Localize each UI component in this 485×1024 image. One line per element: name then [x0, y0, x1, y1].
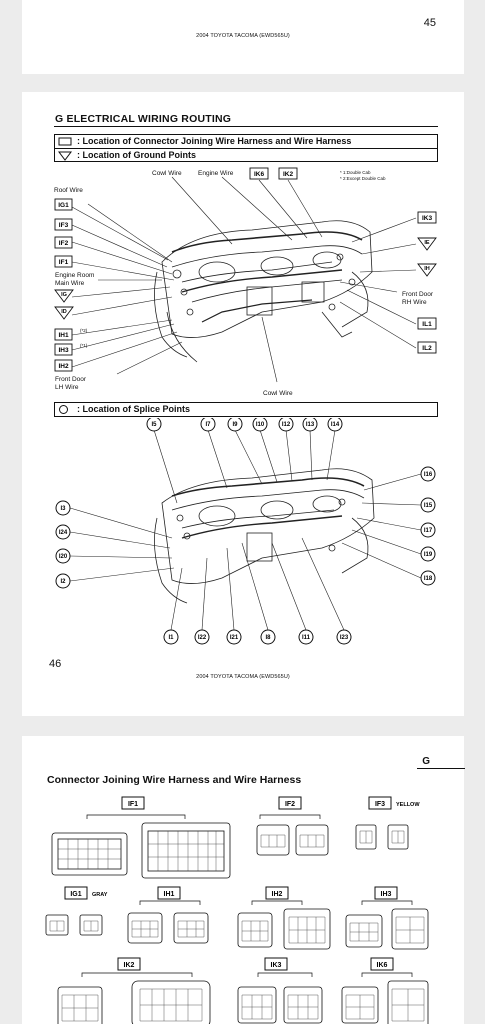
- connector-page-title: Connector Joining Wire Harness and Wire Harness: [47, 774, 302, 786]
- splice-I3: I3: [60, 506, 66, 512]
- label-IH2: IH2: [271, 891, 283, 898]
- legend-connector-text: : Location of Connector Joining Wire Harness and Wire Harness: [77, 136, 352, 146]
- rectangle-icon: [58, 137, 72, 146]
- splice-I22: I22: [197, 635, 207, 641]
- wire-labels: [54, 170, 434, 397]
- top-connector-boxes: [250, 168, 297, 179]
- connector-IL2: IL2: [422, 345, 432, 352]
- splice-I1: I1: [168, 635, 174, 641]
- front-door-lh-label-1: Front Door: [55, 376, 87, 383]
- page-footer: 2004 TOYOTA TACOMA (EWD565U): [196, 674, 290, 680]
- page-footer: 2004 TOYOTA TACOMA (EWD565U): [196, 33, 290, 39]
- dashboard-drawing: [154, 221, 372, 362]
- ground-IE: IE: [424, 240, 430, 246]
- connector-views: [22, 791, 464, 1024]
- legend-ground-row: [55, 148, 437, 161]
- connector-bodies: [46, 823, 428, 1024]
- splice-I16: I16: [423, 472, 433, 478]
- label-IH1: IH1: [163, 891, 175, 898]
- label-IK2: IK2: [123, 962, 135, 969]
- splice-I17: I17: [423, 528, 433, 534]
- splice-points-diagram: [22, 418, 464, 654]
- splice-I11: I11: [301, 635, 311, 641]
- cowl-wire-bottom-label: Cowl Wire: [263, 390, 293, 397]
- page-number: 45: [423, 17, 436, 29]
- engine-room-label-1: Engine Room: [55, 272, 95, 279]
- title-rule: [54, 126, 438, 127]
- connector-IH1: IH1: [58, 332, 69, 339]
- label-IG1: IG1: [70, 891, 82, 898]
- ground-ID: ID: [61, 309, 67, 315]
- connector-IF2: IF2: [58, 240, 69, 247]
- connector-IK2: IK2: [282, 171, 294, 178]
- left-ground-points: [55, 290, 73, 319]
- wiring-routing-diagram: [22, 162, 464, 402]
- front-door-lh-label-2: LH Wire: [55, 384, 79, 391]
- color-note-IF3: YELLOW: [396, 802, 420, 808]
- splice-I5: I5: [151, 422, 157, 428]
- left-connector-boxes: [55, 199, 72, 267]
- lower-connector-notes: [80, 328, 88, 348]
- note-IH1: (*2): [80, 328, 88, 333]
- splice-I14: I14: [330, 422, 340, 428]
- section-rule: [417, 768, 465, 769]
- document-page-46: [22, 92, 464, 716]
- label-IH3: IH3: [380, 891, 392, 898]
- legend-splice-text: : Location of Splice Points: [77, 404, 191, 414]
- connector-IG1: IG1: [58, 202, 69, 209]
- splice-leader-lines: [70, 430, 421, 630]
- section-title: G ELECTRICAL WIRING ROUTING: [55, 113, 232, 125]
- section-letter: G: [422, 756, 430, 767]
- right-ground-points: [418, 238, 436, 276]
- connector-IK6: IK6: [253, 171, 265, 178]
- connector-IK3: IK3: [421, 215, 433, 222]
- legend-connector-row: [55, 135, 437, 148]
- roof-wire-label: Roof Wire: [54, 187, 83, 194]
- front-door-rh-label-1: Front Door: [402, 291, 434, 298]
- engine-wire-label: Engine Wire: [198, 170, 234, 177]
- legend-ground-text: : Location of Ground Points: [77, 150, 196, 160]
- splice-I2: I2: [60, 579, 66, 585]
- splice-I20: I20: [58, 554, 68, 560]
- color-note-IG1: GRAY: [92, 892, 108, 898]
- note-double-cab: * 1:Double Cab: [340, 170, 371, 175]
- splice-I24: I24: [58, 530, 68, 536]
- connector-IH2: IH2: [58, 363, 69, 370]
- triangle-icon: [58, 151, 72, 161]
- note-IH3: (*1): [80, 343, 88, 348]
- splice-I18: I18: [423, 576, 433, 582]
- legend-box: [54, 134, 438, 162]
- splice-I8: I8: [265, 635, 271, 641]
- splice-I7: I7: [205, 422, 211, 428]
- connector-IF3: IF3: [58, 222, 69, 229]
- splice-I15: I15: [423, 503, 433, 509]
- ground-IG: IG: [61, 292, 67, 298]
- page-number: 46: [49, 658, 62, 670]
- label-IF3: IF3: [374, 801, 386, 808]
- engine-room-label-2: Main Wire: [55, 280, 85, 287]
- splice-I21: I21: [229, 635, 239, 641]
- ground-IH: IH: [424, 266, 430, 272]
- legend-splice-row: [55, 403, 437, 416]
- connector-IH3: IH3: [58, 347, 69, 354]
- splice-markers: [56, 418, 435, 644]
- splice-I9: I9: [232, 422, 238, 428]
- document-page-47: [22, 736, 464, 1024]
- splice-I10: I10: [255, 422, 265, 428]
- circle-icon: [58, 405, 70, 415]
- note-except-double-cab: * 2:Except Double Cab: [340, 176, 386, 181]
- cowl-wire-label: Cowl Wire: [152, 170, 182, 177]
- label-IK6: IK6: [376, 962, 388, 969]
- splice-I12: I12: [281, 422, 291, 428]
- dashboard-drawing-splice: [154, 469, 374, 603]
- label-IF1: IF1: [127, 801, 139, 808]
- connector-IL1: IL1: [422, 321, 432, 328]
- front-door-rh-label-2: RH Wire: [402, 299, 427, 306]
- splice-I23: I23: [339, 635, 349, 641]
- label-IF2: IF2: [284, 801, 296, 808]
- document-page-45: [22, 0, 464, 74]
- lower-left-connector-boxes: [55, 329, 72, 371]
- right-connector-boxes: [418, 212, 436, 353]
- connector-IF1: IF1: [58, 259, 69, 266]
- connector-color-notes: [92, 802, 420, 898]
- splice-I19: I19: [423, 552, 433, 558]
- splice-I13: I13: [305, 422, 315, 428]
- label-IK3: IK3: [270, 962, 282, 969]
- splice-legend-box: [54, 402, 438, 417]
